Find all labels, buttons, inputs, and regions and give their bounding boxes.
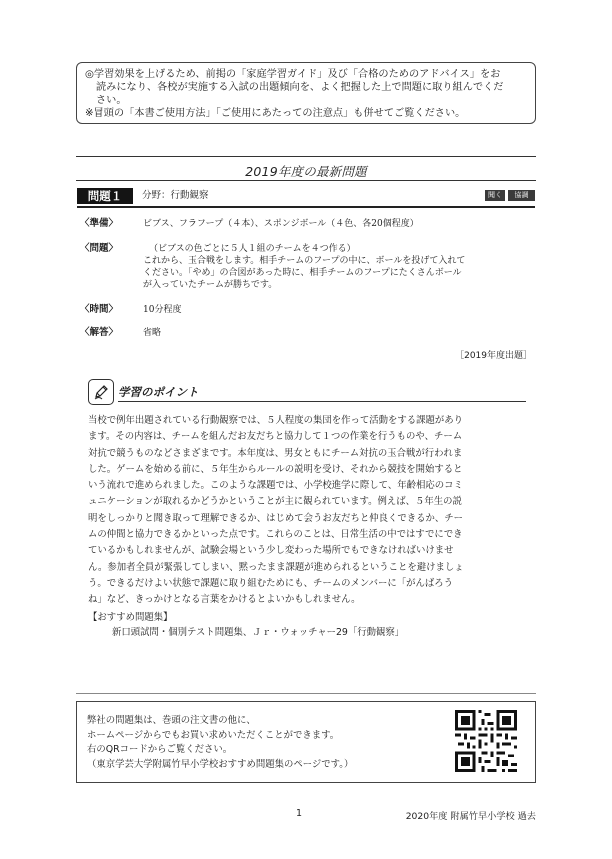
- question-line: これから、玉合戦をします。相手チームのフープの中に、ボールを投げて入れて: [143, 256, 466, 266]
- notice-box: [76, 62, 536, 124]
- prep-key: 〈準備〉: [80, 218, 119, 229]
- problem-number-label: 問題１: [77, 188, 133, 204]
- question-key: 〈問題〉: [80, 243, 119, 254]
- footer-rule: [76, 693, 536, 694]
- body-line: ん。参加者全員が緊張してしまい、黙ったまま課題が進められるということを避けましょ: [88, 561, 464, 573]
- qr-code-icon[interactable]: [455, 710, 517, 772]
- body-line: う。できるだけよい状態で課題に取り組むためにも、チームのメンバーに「がんばろう: [88, 577, 453, 589]
- body-line: した。ゲームを始める前に、５年生からルールの説明を受け、それから競技を開始すると: [88, 463, 463, 475]
- section-title: 2019年度の最新問題: [245, 164, 367, 179]
- section-top-rule: [76, 156, 536, 157]
- body-line: ムの仲間と協力できるかといった点です。これらのことは、日常生活の中ではすでにでき: [88, 529, 463, 541]
- notice-line: さい。: [96, 95, 127, 106]
- body-line: ね」など、きっかけとなる言葉をかけるとよいかもしれません。: [88, 594, 361, 606]
- recommend-item: 新口頭試問・個別テスト問題集、Ｊｒ・ウォッチャー29「行動観察」: [112, 627, 405, 638]
- recommend-title: 【おすすめ問題集】: [88, 612, 173, 623]
- body-line: 明をしっかりと聞き取って理解できるか、はじめて会うお友だちと仲良くできるか、チー: [88, 512, 464, 524]
- running-footer: 2020年度 附属竹早小学校 過去: [405, 811, 536, 822]
- recommended-books: [88, 610, 534, 640]
- question-value: [143, 243, 535, 291]
- notice-line: ※冒頭の「本書ご使用方法」「ご使用にあたっての注意点」も併せてご覧ください。: [85, 108, 466, 119]
- section-bottom-rule: [76, 180, 536, 181]
- footer-line: 右のQRコードからご覧ください。: [87, 744, 233, 755]
- problem-field: 分野：行動観察: [142, 190, 209, 201]
- notice-line: ◎学習効果を上げるため、前掲の「家庭学習ガイド」及び「合格のためのアドバイス」をお: [85, 69, 501, 80]
- question-line: ください。「やめ」の合図があった時に、相手チームのフープにたくさんボール: [143, 268, 462, 278]
- learning-point-body: [88, 413, 534, 609]
- notice-line: 読みになり、各校が実施する入試の出題傾向を、よく把握した上で問題に取り組んでくだ: [96, 82, 504, 93]
- pencil-icon: [88, 379, 114, 405]
- footer-line: 弊社の問題集は、巻頭の注文書の他に、: [87, 715, 256, 726]
- time-value: 10分程度: [143, 305, 182, 315]
- prep-value: ビブス、フラフープ（４本）、スポンジボール（４色、各20個程度）: [143, 219, 419, 229]
- question-origin: ［2019年度出題］: [455, 351, 532, 361]
- answer-value: 省略: [143, 328, 162, 338]
- question-line: （ビブスの色ごとに５人１組のチームを４つ作る）: [149, 244, 356, 254]
- time-key: 〈時間〉: [80, 304, 119, 315]
- body-line: ます。その内容は、チームを組んだお友だちと協力して１つの作業を行うものや、チーム: [88, 431, 463, 443]
- footer-line: （東京学芸大学附属竹早小学校おすすめ問題集のページです。）: [87, 758, 354, 770]
- learning-point-rule: [118, 401, 526, 402]
- learning-point-header: [88, 379, 534, 405]
- body-line: 対抗で競うものなどさまざまです。本年度は、男女ともにチーム対抗の玉合戦が行われま: [88, 447, 463, 459]
- learning-point-title: 学習のポイント: [118, 385, 199, 399]
- tag-cooperation: 協調: [508, 190, 535, 201]
- page-number: 1: [296, 808, 303, 819]
- body-line: いう流れで進められました。このような課題では、小学校進学に際して、年齢相応のコミ: [88, 480, 463, 492]
- question-line: が入っていたチームが勝ちです。: [143, 280, 278, 290]
- problem-rule: [77, 206, 535, 208]
- body-line: ュニケーションが取れるかどうかということが主に観られています。例えば、５年生の説: [88, 496, 462, 508]
- body-line: 当校で例年出題されている行動観察では、５人程度の集団を作って活動をする課題があり: [88, 415, 464, 426]
- body-line: ているかもしれませんが、試験会場という少し変わった場所でもできなければいけませ: [88, 545, 454, 557]
- answer-key: 〈解答〉: [80, 327, 119, 338]
- footer-line: ホームページからでもお買い求めいただくことができます。: [87, 729, 340, 741]
- tag-listen: 聞く: [485, 190, 505, 201]
